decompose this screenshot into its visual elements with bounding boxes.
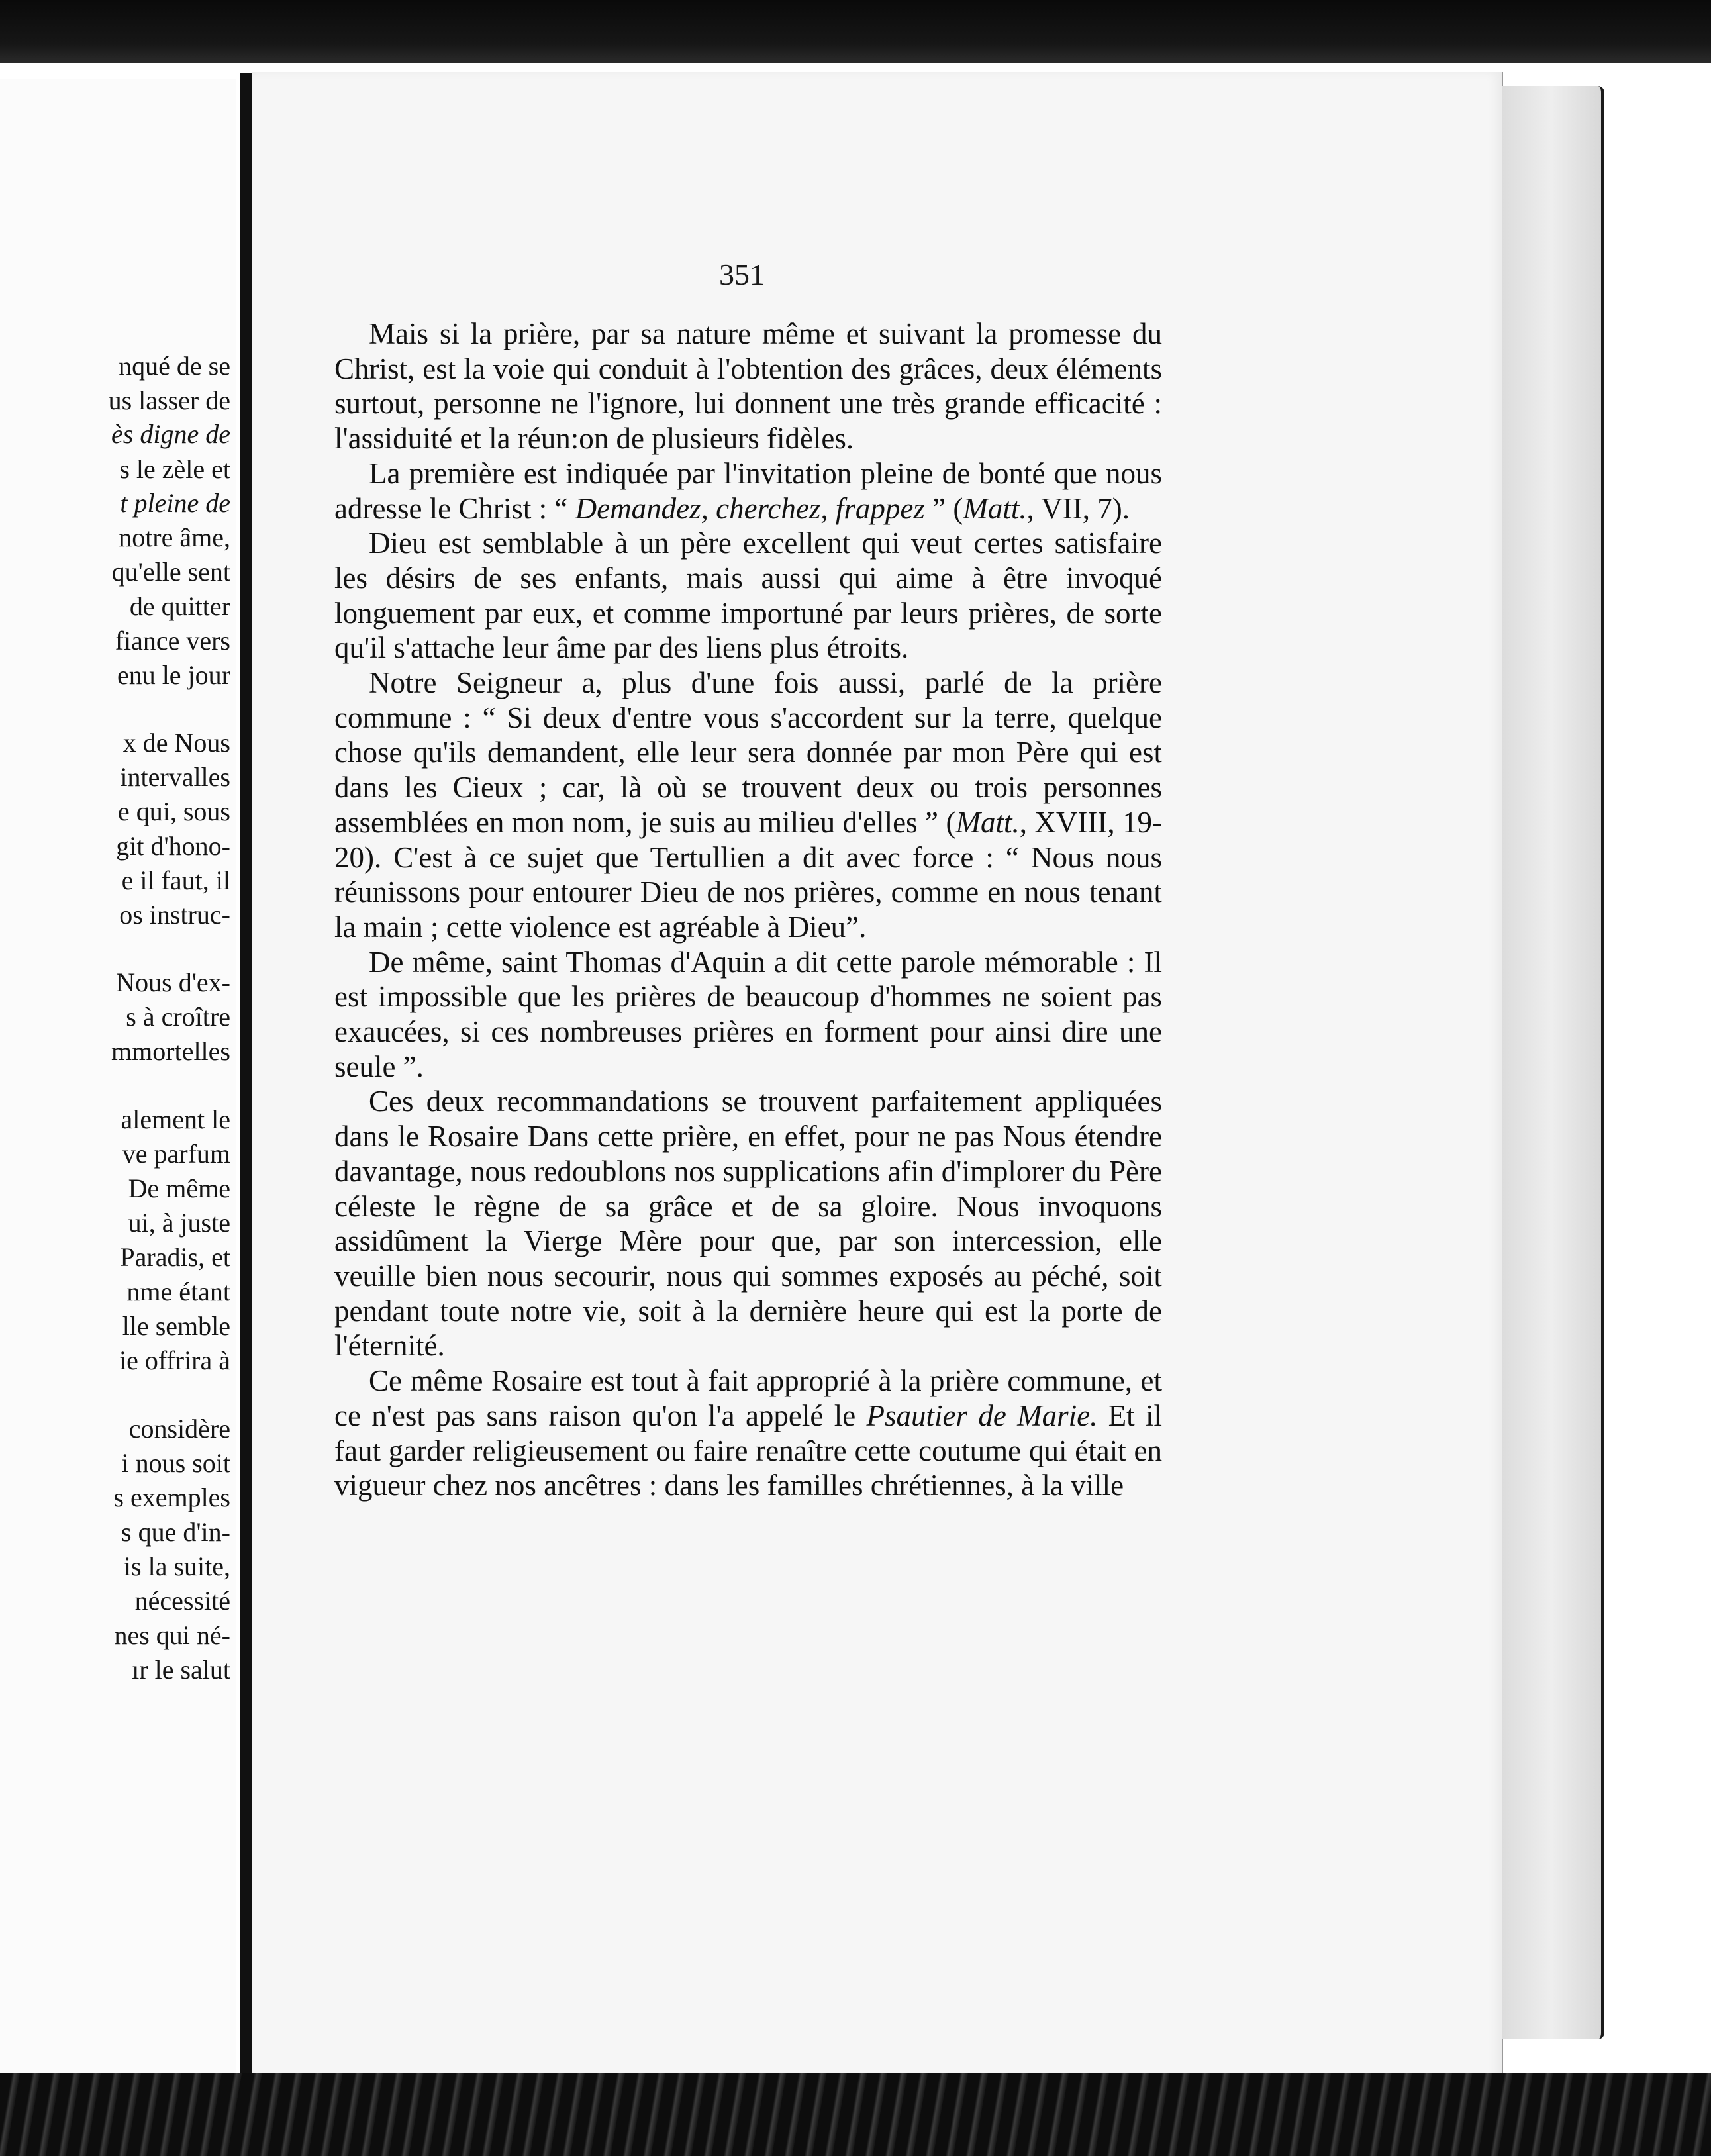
left-page-line: nqué de se: [119, 351, 230, 381]
page-number: 351: [719, 258, 765, 291]
left-page-line: is la suite,: [123, 1551, 230, 1581]
paragraph: [334, 456, 1162, 526]
text-run: Ce même Rosaire est tout à fait approprié à la prière commune, et ce n'est pas sans raison qu'on l'a appelé le: [334, 1364, 1162, 1432]
left-page-line: e il faut, il: [121, 865, 230, 895]
left-page-line: nécessité: [134, 1586, 230, 1616]
italic-text: Demandez, cherchez, frappez: [575, 491, 925, 525]
left-page-line: ui, à juste: [128, 1208, 230, 1238]
outer-margin: [1604, 63, 1711, 2073]
left-page-line: os instruc-: [119, 900, 230, 930]
left-page-line: ès digne de: [111, 419, 230, 449]
left-page-line: enu le jour: [117, 660, 230, 690]
paragraph: [334, 526, 1162, 665]
left-page-line: e qui, sous: [118, 797, 230, 826]
text-run: De même, saint Thomas d'Aquin a dit cette parole mémorable : Il est impossible que les prières de beaucoup d'hommes ne soient pas exaucées, si ces nombreuses prières en forment pour ainsi dire une seule ”.: [334, 945, 1162, 1083]
text-run: La première est indiquée par l'invitation pleine de bonté que nous adresse le Christ : “: [334, 456, 1162, 525]
left-page-line: git d'hono-: [116, 831, 230, 861]
left-page-line: nes qui né-: [114, 1620, 230, 1650]
text-run: Ces deux recommandations se trouvent parfaitement appliquées dans le Rosaire Dans cette prière, en effet, pour ne pas Nous étendre davantage, nous redoublons nos supplications afin d'implorer du Père céleste le règne de sa grâce et de sa gloire. Nous invoquons assidûment la Vierge Mère pour que, par son intercession, elle veuille bien nous secourir, nous qui sommes exposés au péché, soit pendant toute notre vie, soit à la dernière heure qui est la porte de l'éternité.: [334, 1085, 1162, 1363]
left-page-line: t pleine de: [120, 488, 230, 518]
left-page-line: intervalles: [120, 762, 230, 792]
left-page-line: qu'elle sent: [111, 557, 230, 587]
left-page-line: de quitter: [129, 591, 230, 621]
paragraph: [334, 1363, 1162, 1503]
book-gutter: [240, 73, 252, 2126]
left-page-fragment: [0, 79, 236, 2119]
italic-text: Matt.: [963, 491, 1027, 525]
left-page-line: notre âme,: [119, 522, 230, 552]
left-page-line: Paradis, et: [120, 1242, 230, 1272]
left-page-line: s le zèle et: [119, 454, 230, 484]
text-run: , VII, 7).: [1026, 491, 1130, 525]
left-page-line: alement le: [121, 1104, 230, 1134]
left-page-line: ie offrira à: [119, 1346, 230, 1375]
left-page-line: mmortelles: [111, 1036, 230, 1066]
left-page-line: nme étant: [126, 1277, 230, 1306]
left-page-line: lle semble: [122, 1311, 230, 1341]
paragraph: [334, 945, 1162, 1085]
page-fore-edge: [1502, 86, 1604, 2039]
text-run: , XVIII, 19-20). C'est à ce sujet que Tertullien a dit avec force : “ Nous nous réunissons pour entourer Dieu de nos prières, comme en nous tenant la main ; cette violence est agréable à Dieu”.: [334, 805, 1162, 944]
paragraph: [334, 665, 1162, 945]
left-page-line: s que d'in-: [121, 1517, 230, 1547]
left-page-line: s à croître: [126, 1002, 230, 1032]
left-page-line: i nous soit: [121, 1448, 230, 1478]
paragraph: [334, 1084, 1162, 1363]
left-page-line: ır le salut: [132, 1655, 230, 1685]
left-page-line: considère: [128, 1414, 230, 1444]
left-page-line: fiance vers: [115, 626, 230, 656]
italic-text: Psautier de Marie.: [866, 1398, 1098, 1432]
left-page-line: De même: [128, 1173, 230, 1203]
text-run: ” (: [924, 491, 963, 525]
text-run: Mais si la prière, par sa nature même et suivant la promesse du Christ, est la voie qui conduit à l'obtention des grâces, deux éléments surtout, personne ne l'ignore, lui donnent une très grande efficacité : l'assiduité et la réun:on de plusieurs fidèles.: [334, 317, 1162, 456]
left-page-line: s exemples: [113, 1483, 230, 1512]
scanner-top-edge: [0, 0, 1711, 63]
text-run: Notre Seigneur a, plus d'une fois aussi, parlé de la prière commune : “ Si deux d'entre vous s'accordent sur la terre, quelque chose qu'ils demandent, elle leur sera donnée par mon Père qui est dans les Cieux ; car, là où se trouvent deux ou trois personnes assemblées en mon nom, je suis au milieu d'elles ” (: [334, 666, 1162, 839]
left-page-line: ve parfum: [122, 1139, 230, 1169]
left-page-line: us lasser de: [108, 385, 230, 415]
main-text-column: [334, 317, 1162, 1503]
scanner-bottom-edge: [0, 2073, 1711, 2156]
italic-text: Matt.: [955, 805, 1020, 839]
text-run: Et il faut garder religieusement ou faire renaître cette coutume qui était en vigueur chez nos ancêtres : dans les familles chrétiennes, à la ville: [334, 1398, 1163, 1502]
left-page-line: Nous d'ex-: [116, 967, 230, 997]
paragraph: [334, 317, 1162, 456]
text-run: Dieu est semblable à un père excellent qui veut certes satisfaire les désirs de ses enfants, mais aussi qui aime à être invoqué longuement par eux, et comme importuné par leurs prières, de sorte qu'il s'attache leur âme par des liens plus étroits.: [334, 526, 1162, 665]
left-page-line: x de Nous: [122, 728, 230, 758]
